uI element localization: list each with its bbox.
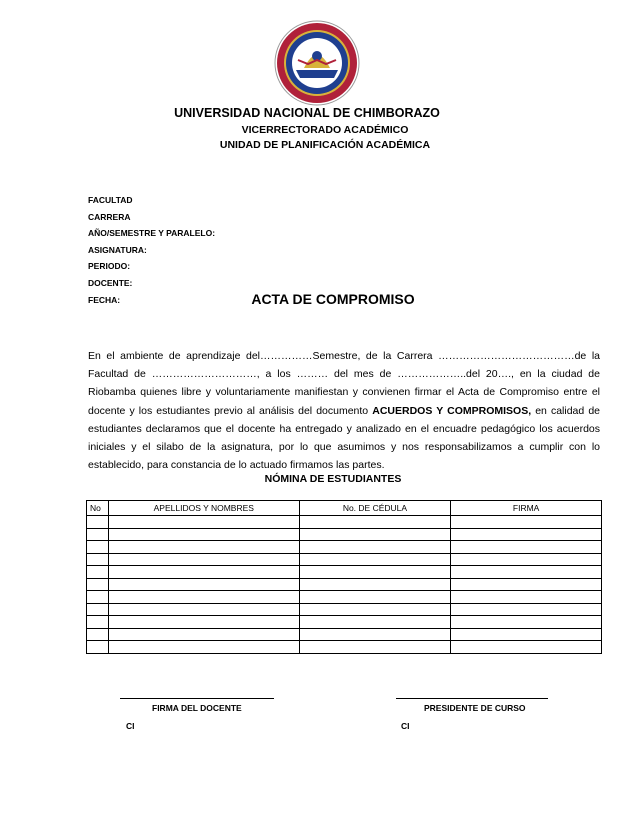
- table-cell: [108, 553, 299, 566]
- column-header-no: No: [87, 501, 109, 516]
- table-row: [87, 516, 602, 529]
- table-cell: [451, 553, 602, 566]
- teacher-ci-label: CI: [126, 721, 135, 731]
- table-row: [87, 616, 602, 629]
- table-row: [87, 603, 602, 616]
- table-cell: [451, 516, 602, 529]
- field-carrera: CARRERA: [88, 211, 131, 222]
- column-header-id-number: No. DE CÉDULA: [299, 501, 451, 516]
- table-cell: [108, 603, 299, 616]
- vice-rectorate: VICERRECTORADO ACADÉMICO: [241, 124, 409, 136]
- paragraph-bold-term: ACUERDOS Y COMPROMISOS,: [372, 404, 532, 417]
- table-cell: [87, 553, 109, 566]
- table-cell: [87, 516, 109, 529]
- table-row: [87, 541, 602, 554]
- teacher-signature-label: FIRMA DEL DOCENTE: [152, 703, 242, 713]
- table-cell: [451, 541, 602, 554]
- table-cell: [299, 641, 451, 654]
- table-cell: [451, 591, 602, 604]
- table-row: [87, 528, 602, 541]
- table-cell: [451, 603, 602, 616]
- table-cell: [87, 541, 109, 554]
- table-cell: [108, 566, 299, 579]
- table-cell: [108, 591, 299, 604]
- table-row: [87, 553, 602, 566]
- table-cell: [451, 641, 602, 654]
- paragraph-text-end: en calidad de estudiantes declaramos que el docente ha entregado y analizado en el encuadre pedagógico los acuerdos iniciales y el silabo de la asignatura, por lo que asumimos y nos responsabilizamos a cumplir con lo establecido, para constancia de lo actuado firmamos las partes.: [88, 404, 601, 472]
- paragraph-text-start: En el ambiente de aprendizaje del……………Semestre, de la Carrera …………………………………de la Facultad de …………………………, a los ……… del mes de ………………..del 20…., en la ciudad de Riobamba quienes libre y voluntariamente manifiestan y convienen firmar el Acta de Compromiso entre el docente y los estudiantes previo al análisis del documento: [88, 350, 600, 417]
- table-cell: [87, 616, 109, 629]
- table-row: [87, 628, 602, 641]
- president-ci-label: CI: [401, 721, 410, 731]
- table-cell: [299, 566, 451, 579]
- field-asignatura: ASIGNATURA:: [88, 244, 147, 255]
- table-cell: [108, 578, 299, 591]
- field-facultad: FACULTAD: [88, 195, 133, 205]
- table-cell: [108, 641, 299, 654]
- table-row: [87, 578, 602, 591]
- teacher-signature-line: [120, 698, 274, 699]
- table-cell: [299, 541, 451, 554]
- table-cell: [299, 603, 451, 616]
- table-cell: [299, 528, 451, 541]
- table-cell: [299, 628, 451, 641]
- table-row: [87, 641, 602, 654]
- table-cell: [108, 628, 299, 641]
- table-cell: [299, 616, 451, 629]
- table-cell: [451, 616, 602, 629]
- university-name: UNIVERSIDAD NACIONAL DE CHIMBORAZO: [174, 106, 440, 120]
- table-cell: [87, 641, 109, 654]
- field-periodo: PERIODO:: [88, 261, 131, 272]
- table-row: [87, 566, 602, 579]
- table-cell: [108, 616, 299, 629]
- table-row: [87, 591, 602, 604]
- table-cell: [108, 516, 299, 529]
- table-cell: [87, 591, 109, 604]
- field-fecha: FECHA:: [88, 294, 121, 305]
- table-cell: [451, 578, 602, 591]
- table-cell: [87, 603, 109, 616]
- document-title: ACTA DE COMPROMISO: [251, 291, 415, 307]
- president-signature-label: PRESIDENTE DE CURSO: [424, 703, 526, 713]
- roster-body: [87, 516, 602, 654]
- table-cell: [299, 578, 451, 591]
- commitment-paragraph: [88, 347, 600, 474]
- student-roster-table: [86, 500, 602, 654]
- table-cell: [451, 566, 602, 579]
- planning-unit: UNIDAD DE PLANIFICACIÓN ACADÉMICA: [219, 139, 431, 151]
- university-seal-icon: [274, 20, 360, 106]
- table-cell: [451, 528, 602, 541]
- table-cell: [108, 528, 299, 541]
- table-cell: [299, 553, 451, 566]
- table-cell: [299, 516, 451, 529]
- president-signature-line: [396, 698, 548, 699]
- table-cell: [451, 628, 602, 641]
- table-cell: [87, 528, 109, 541]
- table-cell: [87, 566, 109, 579]
- column-header-signature: FIRMA: [451, 501, 602, 516]
- column-header-names: APELLIDOS Y NOMBRES: [108, 501, 299, 516]
- field-semestre-paralelo: AÑO/SEMESTRE Y PARALELO:: [88, 228, 216, 239]
- table-cell: [299, 591, 451, 604]
- table-cell: [87, 628, 109, 641]
- field-docente: DOCENTE:: [88, 277, 133, 288]
- table-header-row: [87, 501, 602, 516]
- table-cell: [108, 541, 299, 554]
- roster-title: NÓMINA DE ESTUDIANTES: [264, 473, 402, 485]
- table-cell: [87, 578, 109, 591]
